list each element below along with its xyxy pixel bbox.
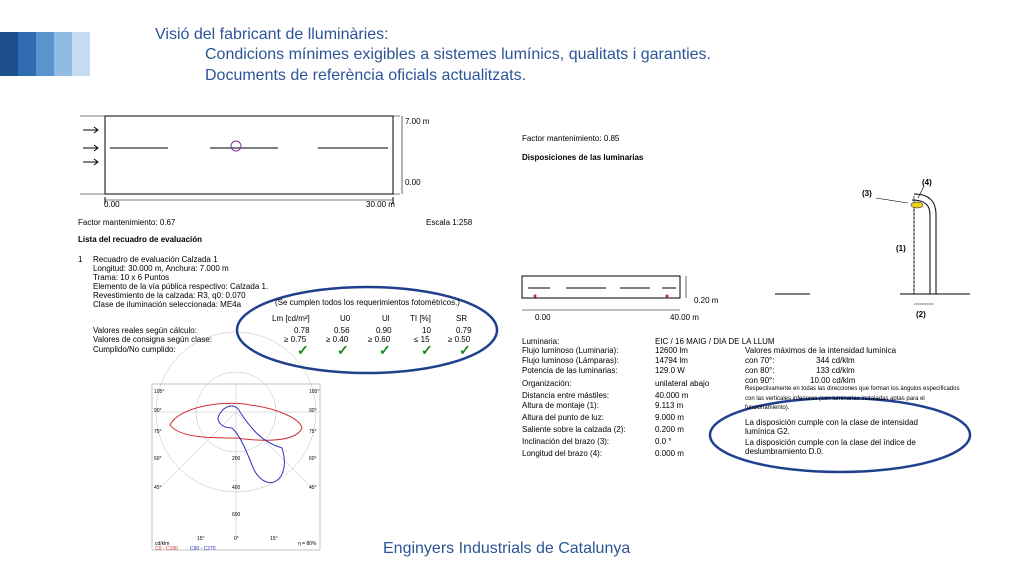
- spec-value: 0.000 m: [655, 449, 684, 458]
- spec-label: Luminaria:: [522, 337, 560, 346]
- intensity-note: Respectivamente en todas las direcciones que forman los ángulos especificados: [745, 386, 960, 392]
- header-title: Visió del fabricant de lluminàries:: [155, 26, 389, 43]
- spec-value: 9.000 m: [655, 413, 684, 422]
- item-line: Elemento de la vía pública respectivo: Calzada 1.: [93, 282, 269, 291]
- spec-value: 14794 lm: [655, 356, 688, 365]
- header-subtitle-2: Documents de referència oficials actualitzats.: [205, 67, 527, 84]
- plan-x-end: 30.00 m: [366, 200, 395, 209]
- intensity-note: funcionamiento).: [745, 405, 790, 411]
- col-header-sr: SR: [456, 314, 468, 323]
- intensity-label: con 90°:: [745, 376, 775, 385]
- check-icon: ✓: [379, 342, 391, 358]
- polar-unit: cd/klm: [155, 541, 170, 547]
- item-line: Revestimiento de la calzada: R3, q0: 0.070: [93, 291, 246, 300]
- polar-legend-c0: C0 - C180: [155, 546, 178, 552]
- list-title: Lista del recuadro de evaluación: [78, 235, 203, 244]
- spec-value: 129.0 W: [655, 366, 685, 375]
- left-factor: Factor mantenimiento: 0.67: [78, 218, 176, 227]
- polar-angle-label: 75°: [309, 429, 317, 435]
- plan-dim-top: 7.00 m: [405, 117, 430, 126]
- header-subtitle-1: Condicions mínimes exigibles a sistemes lumínics, qualitats i garanties.: [205, 46, 711, 63]
- intensity-title: Valores máximos de la intensidad lumínica: [745, 346, 897, 355]
- col-header-ti: TI [%]: [410, 314, 431, 323]
- dispositions-title: Disposiciones de las luminarias: [522, 153, 644, 162]
- footer-organization: Enginyers Industrials de Catalunya: [383, 540, 631, 557]
- target-value: ≥ 0.75: [284, 335, 307, 344]
- spec-label: Flujo luminoso (Lámparas):: [522, 356, 619, 365]
- target-value: ≥ 0.60: [368, 335, 391, 344]
- glare-class-text: La disposición cumple con la clase del índice de: [745, 438, 916, 447]
- spec-label: Altura del punto de luz:: [522, 413, 604, 422]
- row-label-real: Valores reales según cálculo:: [93, 326, 197, 335]
- right-plan-x-start: 0.00: [535, 313, 551, 322]
- spec-label: Potencia de las luminarias:: [522, 366, 618, 375]
- pole-drawing: [775, 186, 970, 304]
- glare-class-text: deslumbramiento D.0.: [745, 447, 824, 456]
- target-value: ≤ 15: [414, 335, 430, 344]
- spec-value: unilateral abajo: [655, 379, 710, 388]
- check-icon: ✓: [297, 342, 309, 358]
- polar-angle-label: 15°: [270, 536, 278, 542]
- polar-angle-label: 60°: [309, 456, 317, 462]
- requirements-met-note: (Se cumplen todos los requerimientos fotométricos.): [275, 298, 460, 307]
- spec-value: 0.200 m: [655, 425, 684, 434]
- spec-label: Distancia entre mástiles:: [522, 391, 610, 400]
- polar-angle-label: 90°: [154, 408, 162, 414]
- target-value: ≥ 0.40: [326, 335, 349, 344]
- spec-label: Saliente sobre la calzada (2):: [522, 425, 626, 434]
- row-label-target: Valores de consigna según clase:: [93, 335, 213, 344]
- check-icon: ✓: [337, 342, 349, 358]
- real-value: 0.78: [294, 326, 310, 335]
- polar-angle-label: 105°: [309, 389, 320, 395]
- real-value: 0.79: [456, 326, 472, 335]
- polar-angle-label: 45°: [309, 485, 317, 491]
- spec-value: 40.000 m: [655, 391, 689, 400]
- spec-label: Inclinación del brazo (3):: [522, 437, 610, 446]
- polar-legend-c90: C90 - C270: [190, 546, 216, 552]
- target-value: ≥ 0.50: [448, 335, 471, 344]
- intensity-value: 10.00 cd/klm: [810, 376, 856, 385]
- check-icon: ✓: [421, 342, 433, 358]
- intensity-label: con 80°:: [745, 366, 775, 375]
- left-road-plan: [80, 116, 402, 204]
- item-number: 1: [78, 255, 83, 264]
- polar-angle-label: 75°: [154, 429, 162, 435]
- right-factor: Factor mantenimiento: 0.85: [522, 134, 620, 143]
- pole-label-2: (2): [916, 310, 926, 319]
- spec-value: 12600 lm: [655, 346, 688, 355]
- intensity-class-text: La disposición cumple con la clase de intensidad: [745, 418, 918, 427]
- spec-label: Flujo luminoso (Luminaria):: [522, 346, 619, 355]
- right-plan-width: 0.20 m: [694, 296, 719, 305]
- intensity-note: con las verticales inferiores (con luminarias instaladas aptas para el: [745, 396, 925, 402]
- real-value: 0.90: [376, 326, 392, 335]
- spec-value: 0.0 °: [655, 437, 672, 446]
- left-scale: Escala 1:258: [426, 218, 473, 227]
- polar-radial-label: 400: [232, 485, 241, 491]
- item-line: Clase de iluminación seleccionada: ME4a: [93, 300, 242, 309]
- spec-value: EIC / 16 MAIG / DIA DE LA LLUM: [655, 337, 775, 346]
- spec-label: Longitud del brazo (4):: [522, 449, 603, 458]
- real-value: 0.56: [334, 326, 350, 335]
- check-icon: ✓: [459, 342, 471, 358]
- plan-x-start: 0.00: [104, 200, 120, 209]
- spec-label: Organización:: [522, 379, 572, 388]
- col-header-lm: Lm [cd/m²]: [272, 314, 310, 323]
- item-line: Trama: 10 x 6 Puntos: [93, 273, 170, 282]
- polar-radial-label: 600: [232, 512, 241, 518]
- polar-angle-label: 45°: [154, 485, 162, 491]
- polar-eta: η = 80%: [298, 541, 317, 547]
- right-road-plan: [522, 276, 686, 310]
- polar-angle-label: 105°: [154, 389, 165, 395]
- spec-label: Altura de montaje (1):: [522, 401, 599, 410]
- polar-angle-label: 60°: [154, 456, 162, 462]
- polar-angle-label: 0°: [234, 536, 239, 542]
- polar-angle-label: 15°: [197, 536, 205, 542]
- intensity-label: con 70°:: [745, 356, 775, 365]
- real-value: 10: [422, 326, 431, 335]
- item-line: Longitud: 30.000 m, Anchura: 7.000 m: [93, 264, 229, 273]
- right-plan-x-end: 40.00 m: [670, 313, 699, 322]
- pole-label-3: (3): [862, 189, 872, 198]
- col-header-u0: U0: [340, 314, 351, 323]
- intensity-value: 133 cd/klm: [816, 366, 855, 375]
- row-label-check: Cumplido/No cumplido:: [93, 345, 176, 354]
- pole-label-4: (4): [922, 178, 932, 187]
- item-title: Recuadro de evaluación Calzada 1: [93, 255, 218, 264]
- intensity-class-text: lumínica G2.: [745, 427, 790, 436]
- polar-radial-label: 200: [232, 456, 241, 462]
- polar-angle-label: 90°: [309, 408, 317, 414]
- plan-dim-bottom: 0.00: [405, 178, 421, 187]
- spec-value: 9.113 m: [655, 401, 684, 410]
- intensity-value: 344 cd/klm: [816, 356, 855, 365]
- col-header-ul: Ul: [382, 314, 390, 323]
- pole-label-1: (1): [896, 244, 906, 253]
